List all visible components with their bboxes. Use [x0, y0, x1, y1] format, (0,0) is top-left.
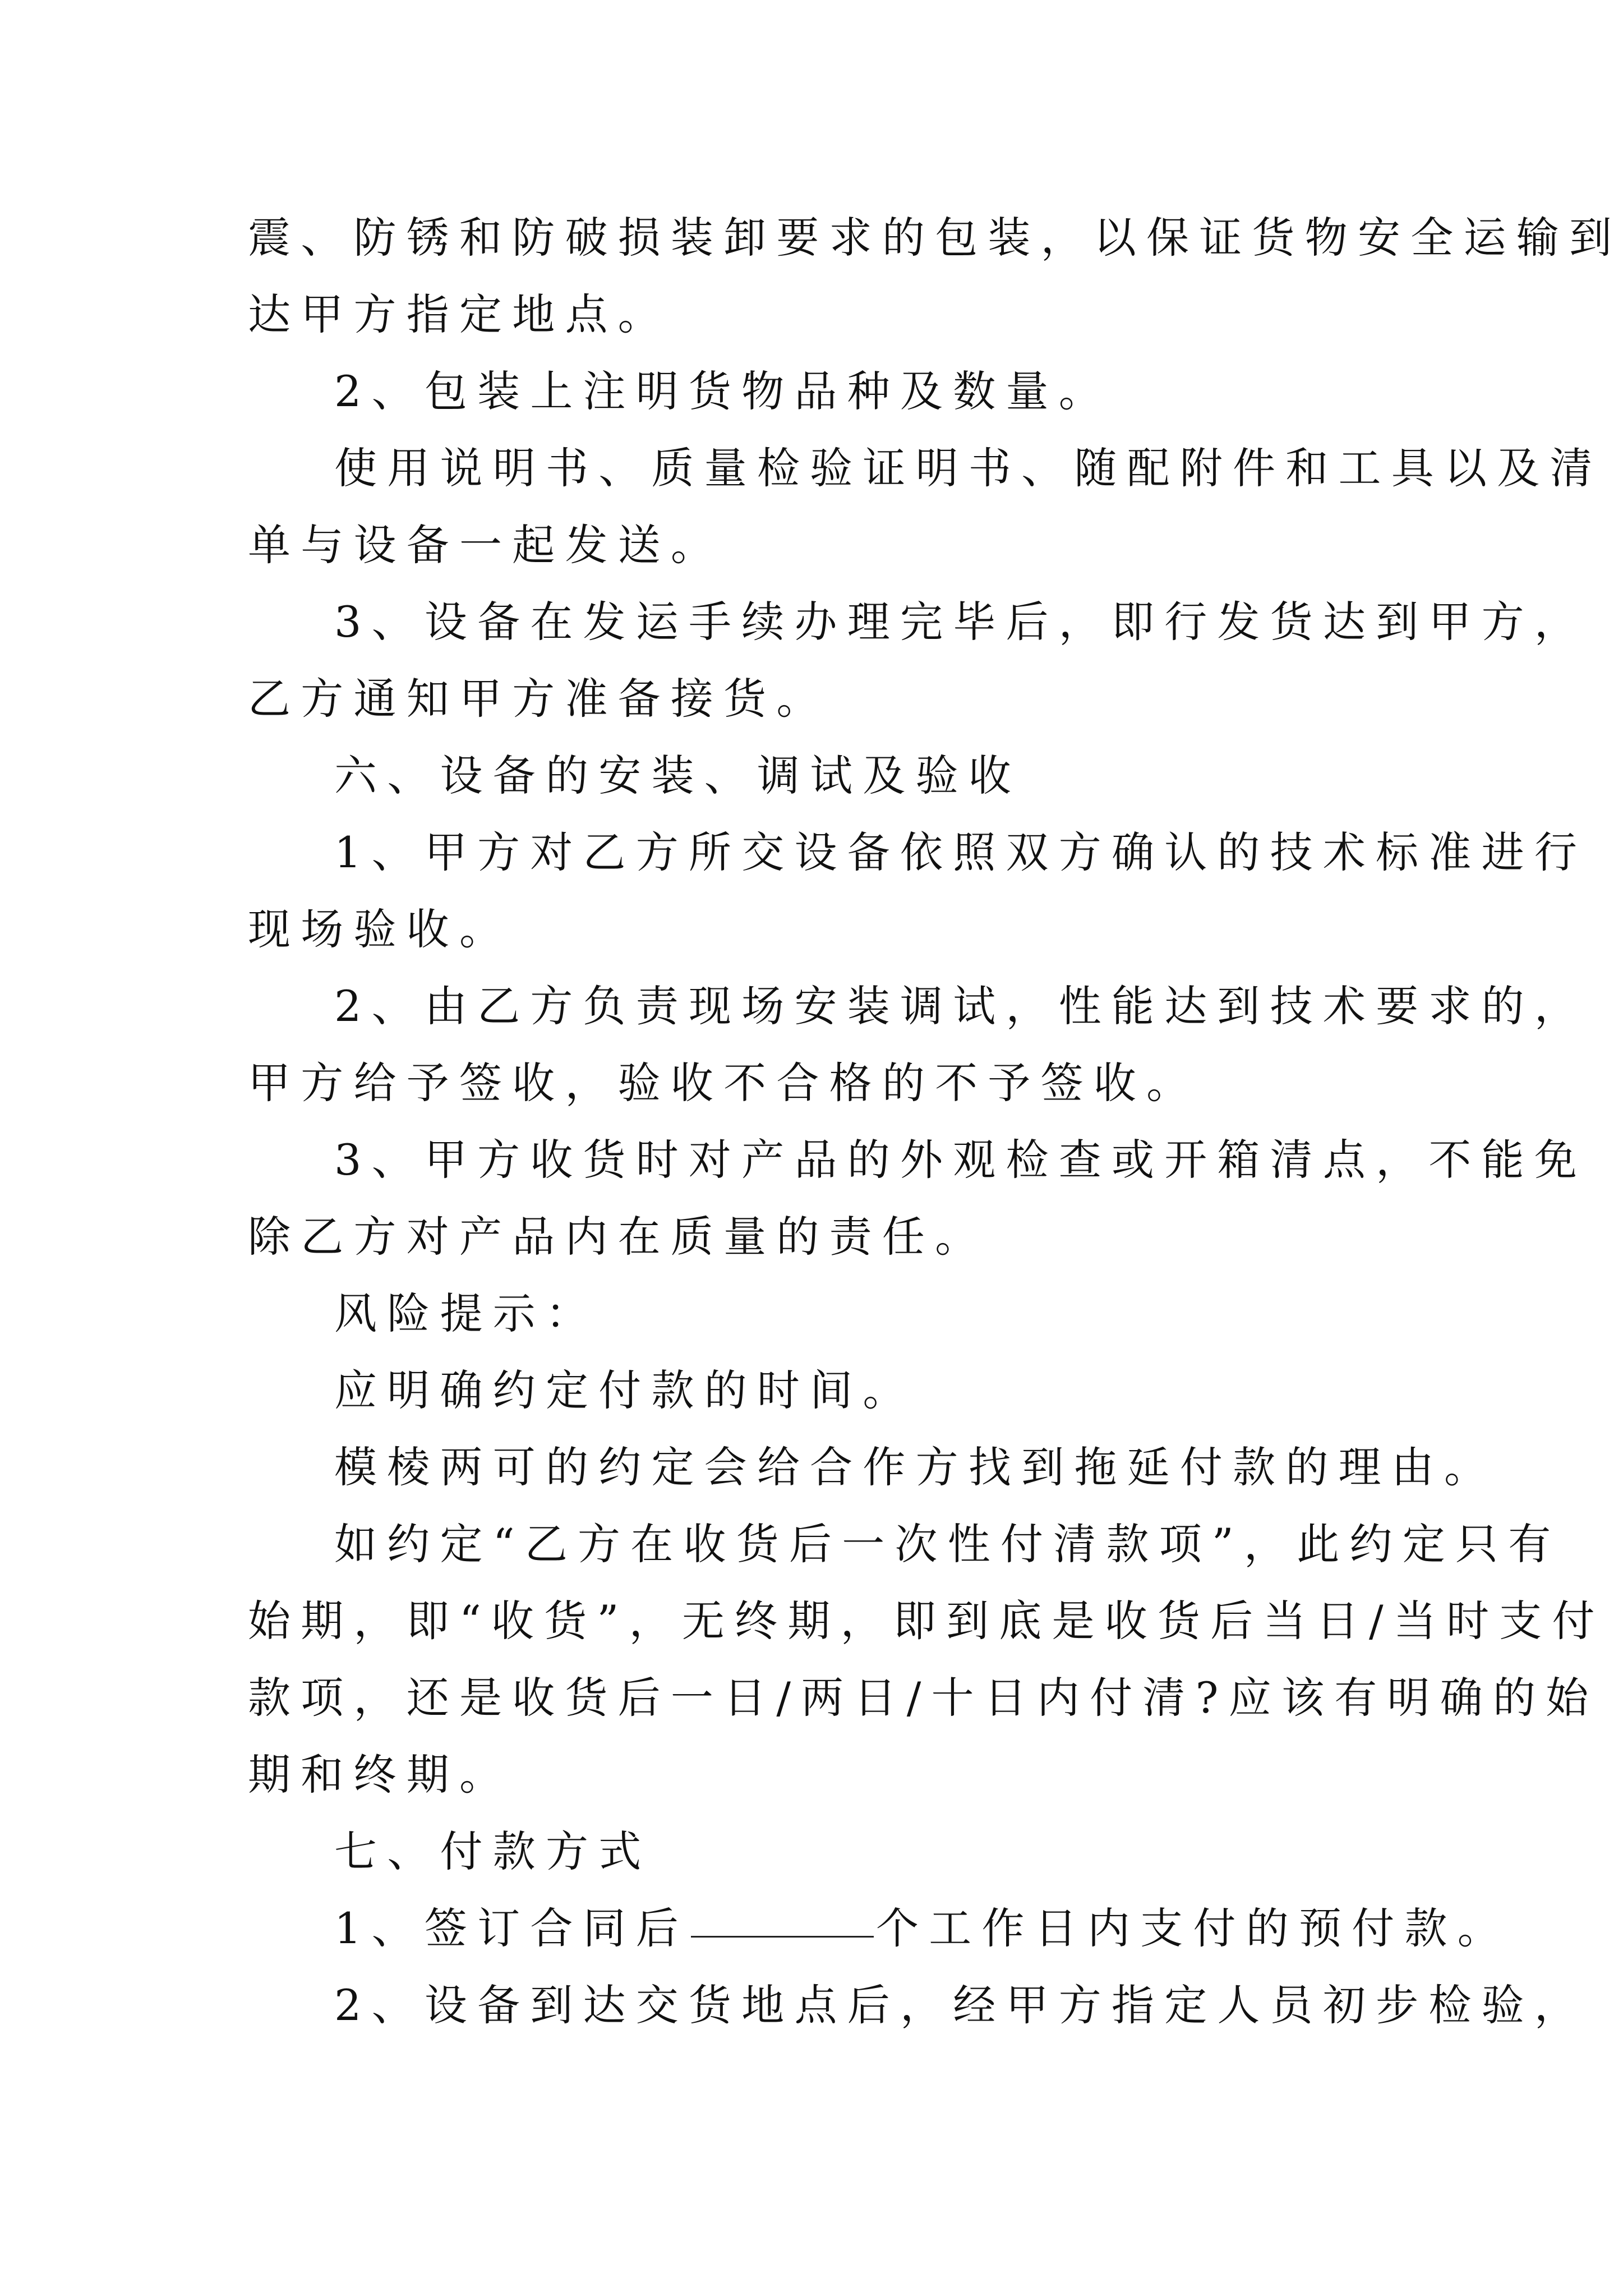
text-segment: 个工作日内支付的预付款。: [876, 1903, 1510, 1953]
text-line: 2、包装上注明货物品种及数量。: [334, 366, 1112, 416]
risk-heading: 风险提示：: [334, 1289, 599, 1338]
text-line: 3、甲方收货时对产品的外观检查或开箱清点，不能免: [334, 1135, 1588, 1185]
text-line: 使用说明书、质量检验证明书、随配附件和工具以及清: [334, 443, 1603, 493]
text-line: 模棱两可的约定会给合作方找到拖延付款的理由。: [334, 1442, 1497, 1492]
text-line: 款项，还是收货后一日/两日/十日内付清?应该有明确的始: [248, 1673, 1599, 1723]
text-line-with-blank: [248, 1890, 1510, 1967]
section-heading: 七、付款方式: [334, 1826, 652, 1876]
text-line: 单与设备一起发送。: [248, 520, 724, 570]
text-line: 应明确约定付款的时间。: [334, 1365, 916, 1415]
text-line: 期和终期。: [248, 1750, 513, 1800]
text-segment: 1、签订合同后: [334, 1903, 689, 1953]
section-heading: 六、设备的安装、调试及验收: [334, 751, 1022, 800]
text-line: 甲方给予签收，验收不合格的不予签收。: [248, 1058, 1200, 1108]
text-line: 如约定“乙方在收货后一次性付清款项”，此约定只有: [334, 1519, 1561, 1569]
fill-in-blank: [691, 1936, 874, 1938]
text-line: 乙方通知甲方准备接货。: [248, 674, 829, 724]
text-line: 2、设备到达交货地点后，经甲方指定人员初步检验，: [334, 1980, 1588, 2030]
text-line: 1、甲方对乙方所交设备依照双方确认的技术标准进行: [334, 827, 1588, 877]
text-line: 2、由乙方负责现场安装调试，性能达到技术要求的，: [334, 981, 1588, 1031]
text-line: 震、防锈和防破损装卸要求的包装，以保证货物安全运输到: [248, 213, 1622, 263]
text-line: 现场验收。: [248, 904, 513, 954]
text-line: 达甲方指定地点。: [248, 289, 671, 339]
document-body: [248, 199, 1622, 2044]
text-line: 3、设备在发运手续办理完毕后，即行发货达到甲方，: [334, 597, 1588, 647]
text-line: 除乙方对产品内在质量的责任。: [248, 1212, 988, 1262]
text-line: 始期，即“收货”，无终期，即到底是收货后当日/当时支付: [248, 1596, 1605, 1646]
